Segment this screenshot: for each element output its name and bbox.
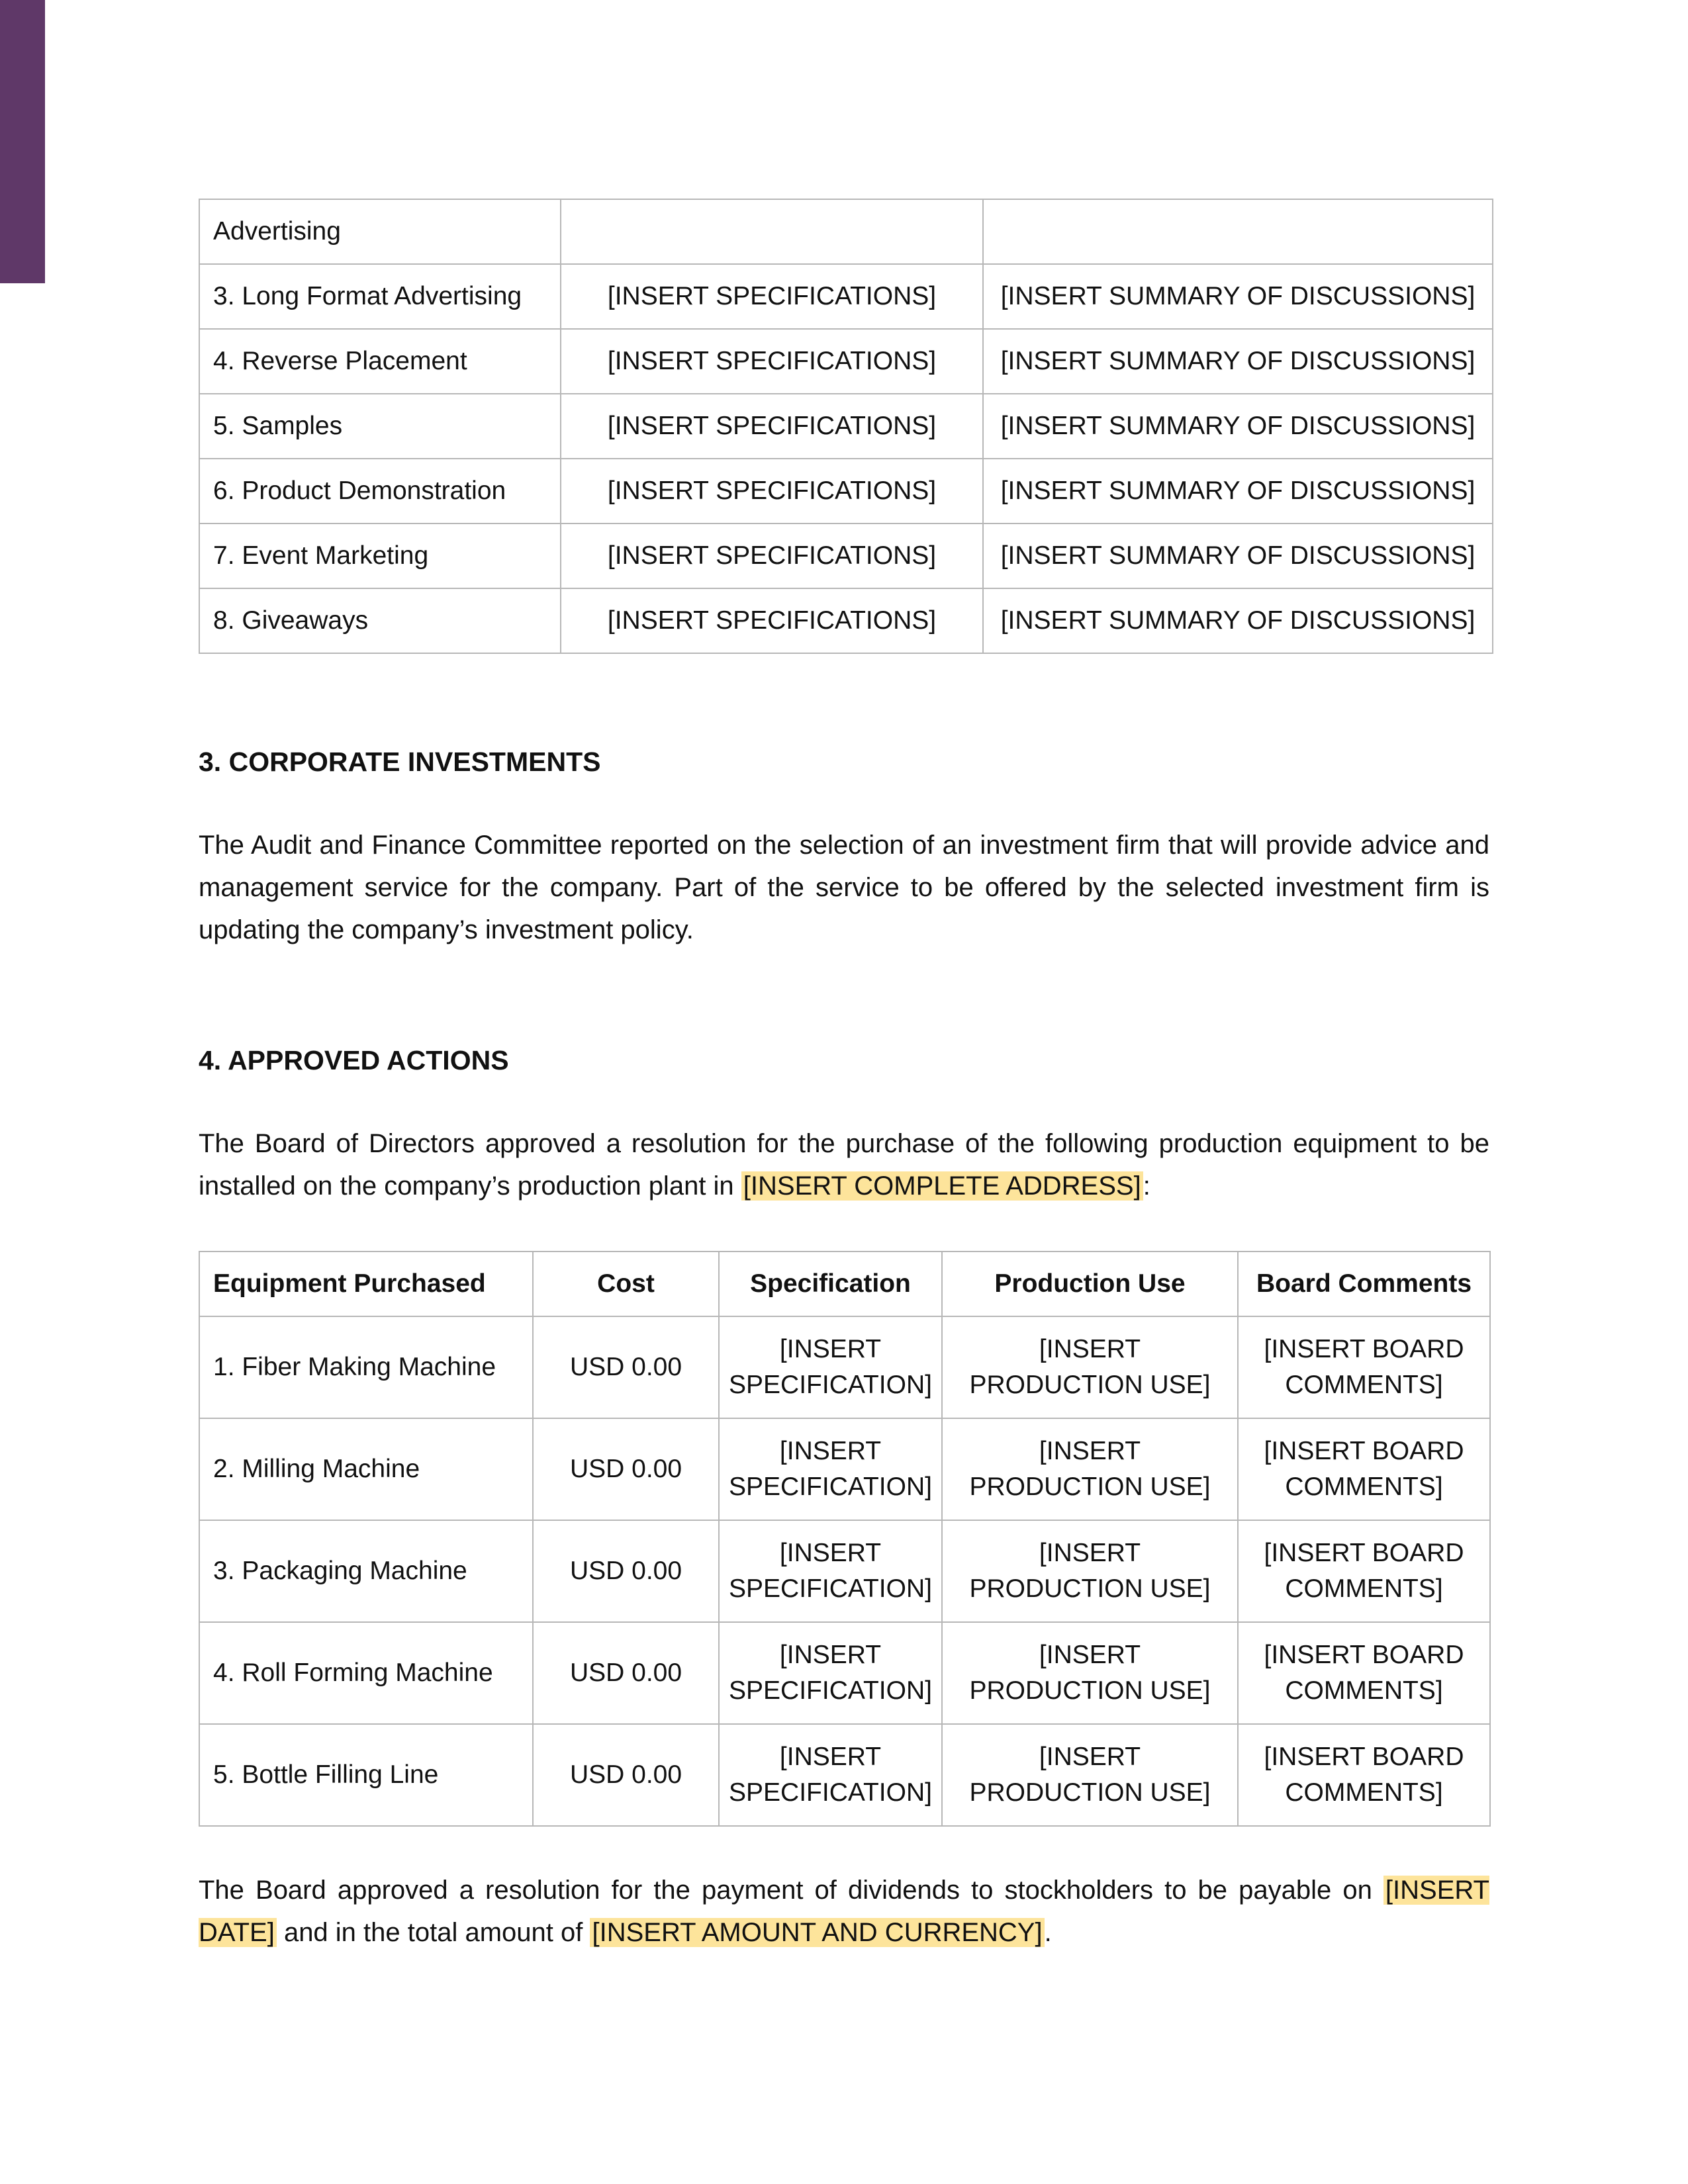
table-row <box>199 459 1493 523</box>
amount-placeholder: [INSERT AMOUNT AND CURRENCY] <box>590 1918 1044 1947</box>
board-comments-cell: [INSERT BOARD COMMENTS] <box>1238 1316 1490 1418</box>
table-row <box>199 1520 1490 1622</box>
production-use-cell: [INSERT PRODUCTION USE] <box>942 1520 1238 1622</box>
specification-cell: [INSERT SPECIFICATION] <box>719 1724 942 1826</box>
marketing-summary-cell: [INSERT SUMMARY OF DISCUSSIONS] <box>983 264 1493 329</box>
cost-cell: USD 0.00 <box>533 1622 719 1724</box>
marketing-spec-cell: [INSERT SPECIFICATIONS] <box>561 264 983 329</box>
marketing-item-cell: Advertising <box>199 199 561 264</box>
marketing-spec-cell: [INSERT SPECIFICATIONS] <box>561 523 983 588</box>
marketing-spec-cell: [INSERT SPECIFICATIONS] <box>561 459 983 523</box>
table-row <box>199 1724 1490 1826</box>
column-header-production-use: Production Use <box>942 1251 1238 1316</box>
table-row <box>199 588 1493 653</box>
cost-cell: USD 0.00 <box>533 1724 719 1826</box>
marketing-summary-cell <box>983 199 1493 264</box>
column-header-equipment: Equipment Purchased <box>199 1251 533 1316</box>
approved-actions-intro <box>199 1122 1489 1207</box>
marketing-spec-cell: [INSERT SPECIFICATIONS] <box>561 588 983 653</box>
board-comments-cell: [INSERT BOARD COMMENTS] <box>1238 1724 1490 1826</box>
table-row <box>199 523 1493 588</box>
section-heading-approved-actions: 4. APPROVED ACTIONS <box>199 1045 509 1075</box>
board-comments-cell: [INSERT BOARD COMMENTS] <box>1238 1622 1490 1724</box>
intro-text: The Board of Directors approved a resolution for the purchase of the following production equipment to be installed on the company’s production plant in <box>199 1129 1489 1201</box>
equipment-table <box>199 1251 1491 1827</box>
cost-cell: USD 0.00 <box>533 1520 719 1622</box>
marketing-item-cell: 8. Giveaways <box>199 588 561 653</box>
marketing-spec-cell: [INSERT SPECIFICATIONS] <box>561 329 983 394</box>
date-placeholder: [INSERT DATE] <box>199 1876 1489 1947</box>
address-placeholder: [INSERT COMPLETE ADDRESS] <box>741 1171 1143 1201</box>
marketing-item-cell: 6. Product Demonstration <box>199 459 561 523</box>
column-header-specification: Specification <box>719 1251 942 1316</box>
marketing-item-cell: 7. Event Marketing <box>199 523 561 588</box>
specification-cell: [INSERT SPECIFICATION] <box>719 1418 942 1520</box>
equipment-cell: 4. Roll Forming Machine <box>199 1622 533 1724</box>
dividend-text: The Board approved a resolution for the payment of dividends to stockholders to be payable on <box>199 1876 1383 1905</box>
dividend-text: . <box>1044 1918 1052 1947</box>
column-header-cost: Cost <box>533 1251 719 1316</box>
dividend-text: and in the total amount of <box>276 1918 590 1947</box>
dividend-resolution <box>199 1869 1489 1954</box>
board-comments-cell: [INSERT BOARD COMMENTS] <box>1238 1418 1490 1520</box>
specification-cell: [INSERT SPECIFICATION] <box>719 1622 942 1724</box>
accent-bar <box>0 0 45 283</box>
production-use-cell: [INSERT PRODUCTION USE] <box>942 1418 1238 1520</box>
marketing-summary-cell: [INSERT SUMMARY OF DISCUSSIONS] <box>983 394 1493 459</box>
section-body-corporate-investments: The Audit and Finance Committee reported on the selection of an investment firm that will provide advice and management service for the company. Part of the service to be offered by the selected investment firm is updating the company’s investment policy. <box>199 831 1489 944</box>
column-header-board-comments: Board Comments <box>1238 1251 1490 1316</box>
table-row <box>199 1622 1490 1724</box>
table-row <box>199 394 1493 459</box>
table-row <box>199 1418 1490 1520</box>
cost-cell: USD 0.00 <box>533 1418 719 1520</box>
marketing-spec-cell: [INSERT SPECIFICATIONS] <box>561 394 983 459</box>
marketing-item-cell: 5. Samples <box>199 394 561 459</box>
production-use-cell: [INSERT PRODUCTION USE] <box>942 1724 1238 1826</box>
table-row <box>199 329 1493 394</box>
table-row <box>199 199 1493 264</box>
equipment-table-header <box>199 1251 1490 1316</box>
equipment-cell: 1. Fiber Making Machine <box>199 1316 533 1418</box>
equipment-cell: 2. Milling Machine <box>199 1418 533 1520</box>
table-row <box>199 1316 1490 1418</box>
marketing-summary-cell: [INSERT SUMMARY OF DISCUSSIONS] <box>983 459 1493 523</box>
specification-cell: [INSERT SPECIFICATION] <box>719 1520 942 1622</box>
specification-cell: [INSERT SPECIFICATION] <box>719 1316 942 1418</box>
marketing-spec-cell <box>561 199 983 264</box>
production-use-cell: [INSERT PRODUCTION USE] <box>942 1316 1238 1418</box>
marketing-summary-cell: [INSERT SUMMARY OF DISCUSSIONS] <box>983 523 1493 588</box>
marketing-table <box>199 199 1493 654</box>
marketing-item-cell: 4. Reverse Placement <box>199 329 561 394</box>
table-row <box>199 264 1493 329</box>
intro-end: : <box>1143 1171 1150 1201</box>
document-page <box>199 199 1489 1954</box>
marketing-summary-cell: [INSERT SUMMARY OF DISCUSSIONS] <box>983 588 1493 653</box>
marketing-item-cell: 3. Long Format Advertising <box>199 264 561 329</box>
section-heading-corporate-investments: 3. CORPORATE INVESTMENTS <box>199 747 601 777</box>
marketing-table-body <box>199 199 1493 653</box>
equipment-cell: 3. Packaging Machine <box>199 1520 533 1622</box>
equipment-cell: 5. Bottle Filling Line <box>199 1724 533 1826</box>
cost-cell: USD 0.00 <box>533 1316 719 1418</box>
production-use-cell: [INSERT PRODUCTION USE] <box>942 1622 1238 1724</box>
marketing-summary-cell: [INSERT SUMMARY OF DISCUSSIONS] <box>983 329 1493 394</box>
table-header-row <box>199 1251 1490 1316</box>
board-comments-cell: [INSERT BOARD COMMENTS] <box>1238 1520 1490 1622</box>
equipment-table-body <box>199 1316 1490 1826</box>
